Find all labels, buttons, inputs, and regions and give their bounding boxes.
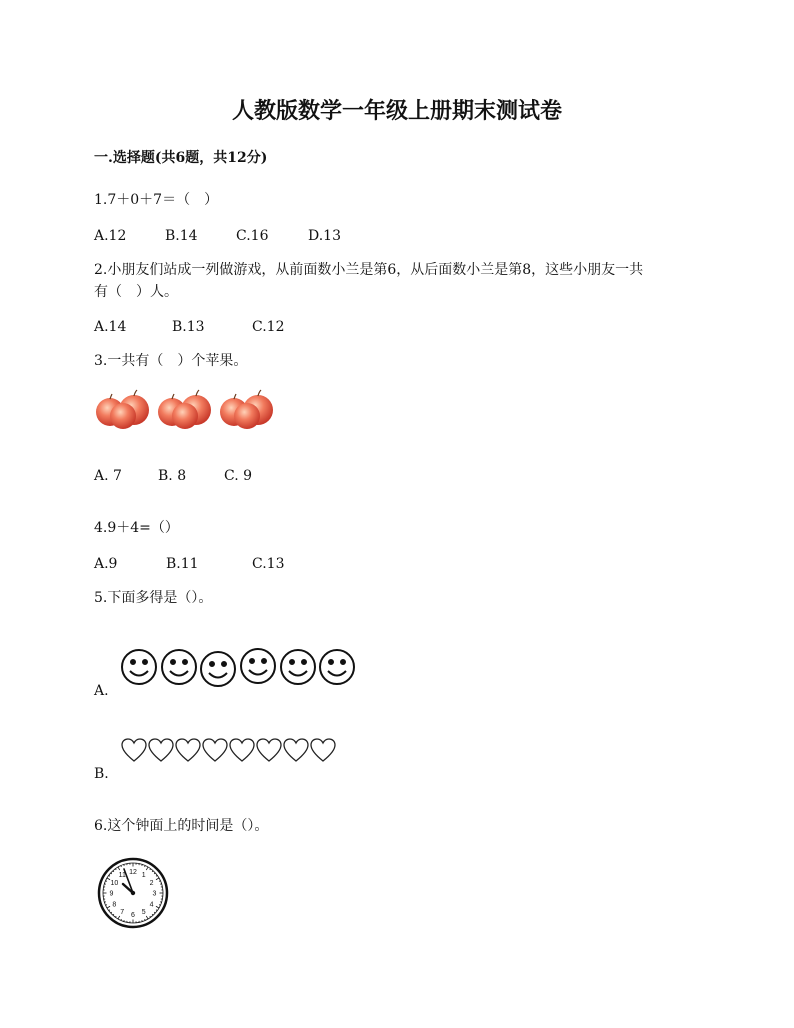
clock-tick — [159, 905, 160, 906]
clock-number: 8 — [112, 901, 117, 909]
question-3-option-a: A. 7 — [94, 468, 122, 484]
clock-tick — [121, 919, 122, 920]
question-2-option-c: C.12 — [252, 319, 285, 335]
smiley-face-icon — [162, 650, 196, 684]
question-6-text: 6.这个钟面上的时间是（）。 — [94, 818, 269, 834]
page-title: 人教版数学一年级上册期末测试卷 — [231, 98, 562, 124]
heart-icon — [203, 739, 227, 761]
question-5-option-b: B. — [94, 766, 109, 782]
smiley-face-icon — [320, 650, 354, 684]
apple-group-icon — [94, 386, 152, 432]
clock-tick — [121, 866, 122, 867]
clock-number: 1 — [141, 871, 146, 879]
question-3-option-b: B. 8 — [158, 468, 187, 484]
question-4-text: 4.9＋4=（） — [94, 520, 179, 536]
clock-number: 12 — [129, 869, 137, 876]
clock-tick — [145, 866, 146, 867]
question-1-option-a: A.12 — [94, 228, 127, 244]
section-heading: 一.选择题(共6题，共12分) — [94, 150, 268, 166]
clock-number: 3 — [152, 890, 157, 898]
apple-group-icon — [218, 386, 276, 432]
question-1-option-c: C.16 — [236, 228, 269, 244]
clock-tick — [145, 919, 146, 920]
question-5-option-a: A. — [94, 683, 109, 699]
clock-number: 5 — [141, 909, 146, 917]
smiley-face-icon — [201, 652, 235, 686]
clock-number: 9 — [109, 890, 114, 898]
question-2-text-line1: 2.小朋友们站成一列做游戏，从前面数小兰是第6，从后面数小兰是第8，这些小朋友一共 — [94, 262, 644, 278]
heart-icon — [230, 739, 254, 761]
question-5-text: 5.下面多得是（）。 — [94, 590, 213, 606]
question-4-option-a: A.9 — [94, 556, 118, 572]
hearts-figure — [120, 737, 340, 765]
clock-tick — [159, 881, 160, 882]
apples-figure — [94, 386, 276, 432]
smiley-face-icon — [241, 649, 275, 683]
heart-icon — [311, 739, 335, 761]
apple-group-icon — [156, 386, 214, 432]
question-1-option-d: D.13 — [308, 228, 341, 244]
heart-icon — [257, 739, 281, 761]
clock-tick — [106, 881, 107, 882]
clock-number: 10 — [110, 879, 119, 887]
smiley-faces-figure — [120, 646, 360, 690]
question-4-option-c: C.13 — [252, 556, 285, 572]
question-3-text: 3.一共有（ ）个苹果。 — [94, 353, 248, 369]
question-2-option-a: A.14 — [94, 319, 127, 335]
question-4-option-b: B.11 — [166, 556, 199, 572]
clock-face-figure — [96, 856, 170, 930]
question-2-option-b: B.13 — [172, 319, 205, 335]
question-1-text: 1.7＋0＋7＝（ ） — [94, 192, 219, 208]
smiley-face-icon — [122, 650, 156, 684]
question-1-option-b: B.14 — [165, 228, 198, 244]
clock-number: 7 — [120, 909, 125, 917]
heart-icon — [122, 739, 146, 761]
clock-number: 2 — [149, 879, 154, 887]
question-2-text-line2: 有（ ）人。 — [94, 284, 178, 300]
clock-number: 4 — [149, 901, 154, 909]
heart-icon — [176, 739, 200, 761]
smiley-face-icon — [281, 650, 315, 684]
heart-icon — [149, 739, 173, 761]
heart-icon — [284, 739, 308, 761]
question-3-option-c: C. 9 — [224, 468, 253, 484]
clock-number: 11 — [118, 871, 126, 879]
clock-tick — [106, 905, 107, 906]
clock-number: 6 — [131, 912, 135, 919]
